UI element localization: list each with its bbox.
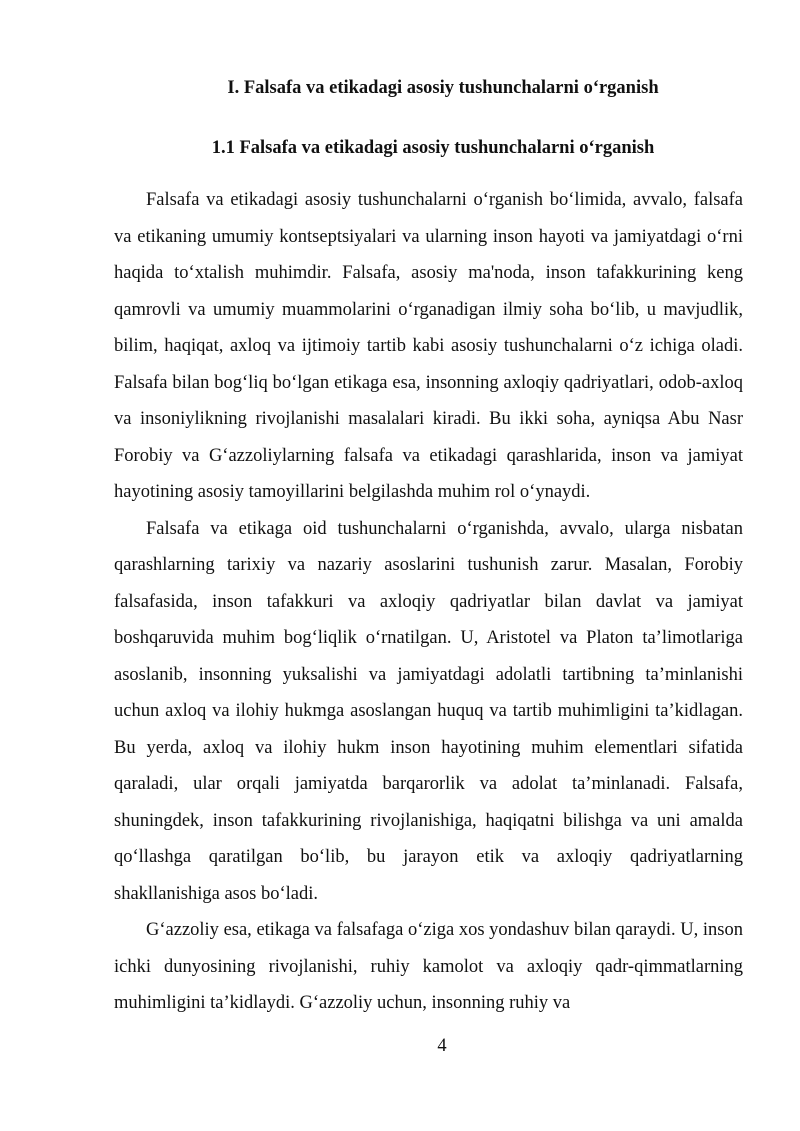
- page-number: 4: [437, 1036, 447, 1056]
- paragraph-3: G‘azzoliy esa, etikaga va falsafaga o‘ziga xos yondashuv bilan qaraydi. U, inson ichki dunyosining rivojlanishi, ruhiy kamolot va axloqiy qadr-qimmatlarning muhimligini ta’kidlaydi. G‘azzoliy uchun, insonning ruhiy va: [114, 920, 743, 1013]
- paragraph-1: Falsafa va etikadagi asosiy tushunchalarni o‘rganish bo‘limida, avvalo, falsafa va etikaning umumiy kontseptsiyalari va ularning inson hayoti va jamiyatdagi o‘rni haqida to‘xtalish muhimdir. Falsafa, asosiy ma'noda, inson tafakkurining keng qamrovli va umumiy muammolarini o‘rganadigan ilmiy soha bo‘lib, u mavjudlik, bilim, haqiqat, axloq va ijtimoiy tartib kabi asosiy tushunchalarni o‘z ichiga oladi. Falsafa bilan bog‘liq bo‘lgan etikaga esa, insonning axloqiy qadriyatlari, odob-axloq va insoniylikning rivojlanishi masalalari kiradi. Bu ikki soha, ayniqsa Abu Nasr Forobiy va G‘azzoliylarning falsafa va etikadagi qarashlarida, inson va jamiyat hayotining asosiy tamoyillarini belgilashda muhim rol o‘ynaydi.: [114, 190, 743, 502]
- body-text: [114, 182, 743, 1022]
- chapter-heading: I. Falsafa va etikadagi asosiy tushunchalarni o‘rganish: [227, 78, 659, 98]
- paragraph-2: Falsafa va etikaga oid tushunchalarni o‘rganishda, avvalo, ularga nisbatan qarashlarning tarixiy va nazariy asoslarini tushunish zarur. Masalan, Forobiy falsafasida, inson tafakkuri va axloqiy qadriyatlar bilan davlat va jamiyat boshqaruvida muhim bog‘liqlik o‘rnatilgan. U, Aristotel va Platon ta’limotlariga asoslanib, insonning yuksalishi va jamiyatdagi adolatli tartibning ta’minlanishi uchun axloq va ilohiy hukmga asoslangan huquq va tartib muhimligini ta’kidlagan. Bu yerda, axloq va ilohiy hukm inson hayotining muhim elementlari sifatida qaraladi, ular orqali jamiyatda barqarorlik va adolat ta’minlanadi. Falsafa, shuningdek, inson tafakkurining rivojlanishiga, haqiqatni bilishga va uni amalda qo‘llashga qaratilgan bo‘lib, bu jarayon etik va axloqiy qadriyatlarning shakllanishiga asos bo‘ladi.: [114, 518, 743, 904]
- section-heading: 1.1 Falsafa va etikadagi asosiy tushunchalarni o‘rganish: [211, 138, 655, 158]
